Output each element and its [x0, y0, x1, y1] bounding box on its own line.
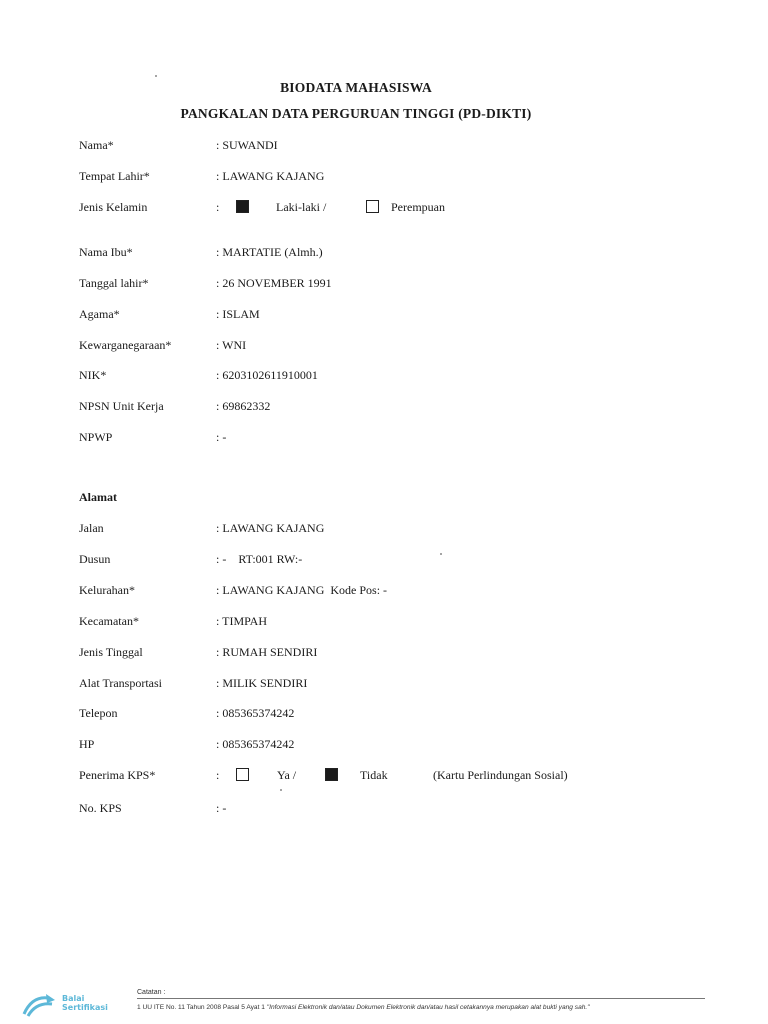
field-value: : LAWANG KAJANG Kode Pos: - [216, 583, 388, 597]
field-nik [0, 368, 768, 386]
field-jenis-kelamin [0, 200, 768, 218]
field-hp [0, 737, 768, 755]
checkbox-kps-tidak[interactable] [325, 768, 338, 781]
field-value: : TIMPAH [216, 614, 268, 628]
field-value: : 085365374242 [216, 706, 295, 720]
field-label: Dusun [79, 552, 111, 566]
kps-note: (Kartu Perlindungan Sosial) [433, 768, 568, 782]
field-value: : LAWANG KAJANG [216, 521, 325, 535]
footer-note-title: Catatan : [137, 989, 166, 996]
logo-text-line-1: Balai [62, 994, 85, 1003]
field-value: : LAWANG KAJANG [216, 169, 325, 183]
field-colon: : [216, 200, 220, 214]
field-nama-ibu [0, 245, 768, 263]
field-nama [0, 138, 768, 156]
field-colon: : [216, 768, 220, 782]
page-subtitle: PANGKALAN DATA PERGURUAN TINGGI (PD-DIKTI) [180, 106, 532, 121]
field-label: NIK* [79, 368, 107, 382]
field-label: Kewarganegaraan* [79, 338, 172, 352]
checkbox-kps-ya[interactable] [236, 768, 249, 781]
field-jenis-tinggal [0, 645, 768, 663]
field-label: Kelurahan* [79, 583, 135, 597]
footer-divider [137, 998, 705, 999]
field-label: Telepon [79, 706, 118, 720]
field-label: Jenis Tinggal [79, 645, 143, 659]
field-kewarganegaraan [0, 338, 768, 356]
field-label: Alat Transportasi [79, 676, 163, 690]
footer-logo [22, 990, 132, 1020]
footer-note-quote: "Informasi Elektronik dan/atau Dokumen Elektronik dan/atau hasil cetakannya merupakan alat bukti yang sah." [266, 1004, 590, 1011]
field-value: : - [216, 430, 227, 444]
option-label-ya: Ya / [277, 768, 297, 782]
field-telepon [0, 706, 768, 724]
scan-speck [440, 553, 442, 555]
field-kelurahan [0, 583, 768, 601]
field-label: Penerima KPS* [79, 768, 156, 782]
field-label: NPSN Unit Kerja [79, 399, 164, 413]
field-label: Jenis Kelamin [79, 200, 148, 214]
logo-text-line-2: Sertifikasi [62, 1003, 108, 1012]
option-label-perempuan: Perempuan [391, 200, 445, 214]
certification-logo-icon [22, 992, 58, 1018]
footer-note [137, 1004, 727, 1011]
checkbox-laki-laki[interactable] [236, 200, 249, 213]
logo-text [62, 994, 108, 1012]
field-value: : SUWANDI [216, 138, 278, 152]
field-dusun [0, 552, 768, 570]
section-heading-alamat: Alamat [79, 490, 117, 504]
field-agama [0, 307, 768, 325]
field-label: Kecamatan* [79, 614, 139, 628]
field-label: Nama* [79, 138, 114, 152]
field-label: HP [79, 737, 95, 751]
field-value: : 085365374242 [216, 737, 295, 751]
field-label: Nama Ibu* [79, 245, 133, 259]
field-value: : ISLAM [216, 307, 260, 321]
field-value: : 6203102611910001 [216, 368, 318, 382]
field-alat-transportasi [0, 676, 768, 694]
field-label: NPWP [79, 430, 113, 444]
option-label-tidak: Tidak [360, 768, 388, 782]
field-value: : MILIK SENDIRI [216, 676, 308, 690]
field-label: Tempat Lahir* [79, 169, 150, 183]
checkbox-perempuan[interactable] [366, 200, 379, 213]
scan-speck [155, 75, 157, 77]
field-label: Tanggal lahir* [79, 276, 149, 290]
field-value: : 26 NOVEMBER 1991 [216, 276, 332, 290]
page-title: BIODATA MAHASISWA [280, 80, 432, 95]
field-no-kps [0, 801, 768, 819]
field-value: : RUMAH SENDIRI [216, 645, 318, 659]
field-tempat-lahir [0, 169, 768, 187]
field-jalan [0, 521, 768, 539]
field-value: : 69862332 [216, 399, 271, 413]
field-tanggal-lahir [0, 276, 768, 294]
field-kecamatan [0, 614, 768, 632]
field-value: : - [216, 801, 227, 815]
field-value: : MARTATIE (Almh.) [216, 245, 323, 259]
scan-speck [280, 789, 282, 791]
footer-note-prefix: 1 UU ITE No. 11 Tahun 2008 Pasal 5 Ayat 1 [137, 1004, 267, 1011]
field-value: : - RT:001 RW:- [216, 552, 303, 566]
field-npsn [0, 399, 768, 417]
field-penerima-kps [0, 768, 768, 786]
field-label: Agama* [79, 307, 120, 321]
field-value: : WNI [216, 338, 247, 352]
field-label: No. KPS [79, 801, 122, 815]
field-label: Jalan [79, 521, 104, 535]
option-label-laki-laki: Laki-laki / [276, 200, 327, 214]
field-npwp [0, 430, 768, 448]
